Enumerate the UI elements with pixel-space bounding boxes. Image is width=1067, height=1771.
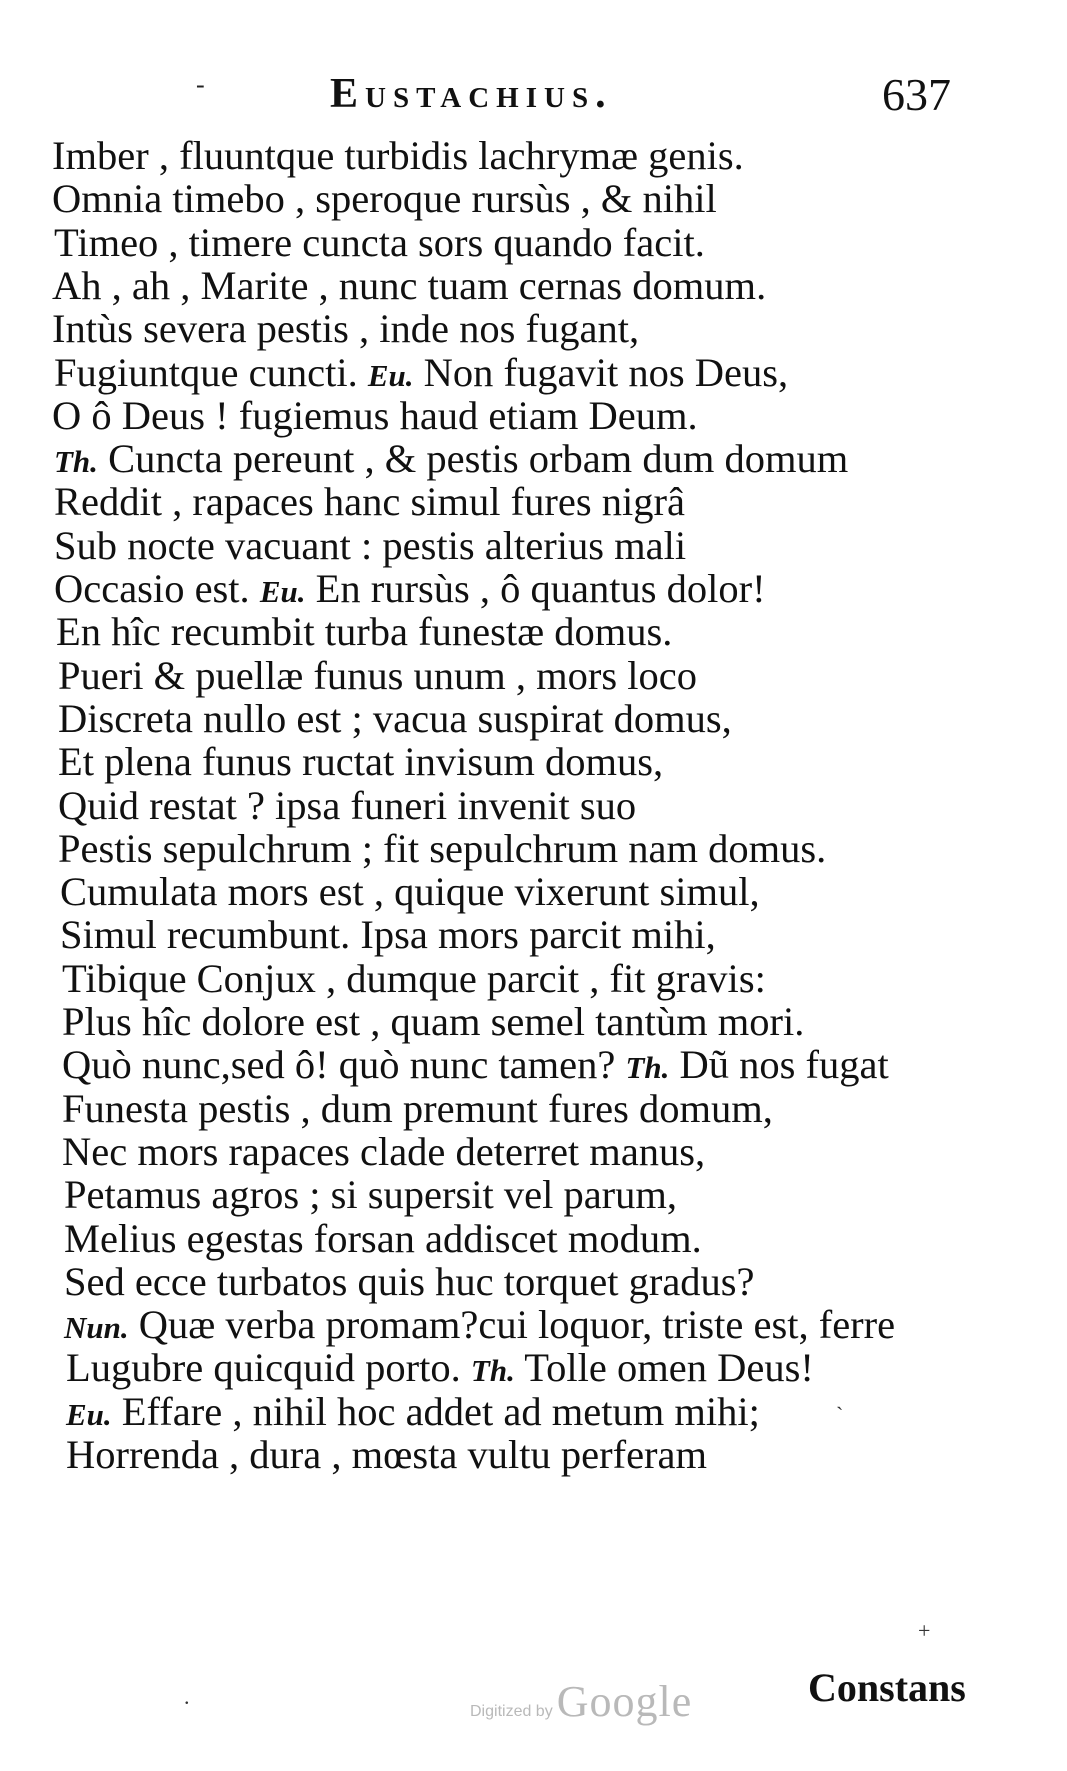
page-header [0, 62, 1067, 122]
verse-line [60, 911, 716, 959]
verse-line [62, 1085, 773, 1133]
verse-line [66, 1388, 760, 1436]
speaker-label: Th. [625, 1050, 670, 1086]
ink-speck: ` [836, 1402, 844, 1427]
speaker-label: Nun. [64, 1310, 129, 1346]
ink-speck: + [918, 1618, 931, 1643]
verse-text-segment: O ô Deus ! fugiemus haud etiam Deum. [52, 392, 698, 438]
verse-line [54, 219, 705, 267]
verse-line [64, 1215, 702, 1263]
verse-line [58, 825, 826, 873]
verse-text-segment: Intùs severa pestis , inde nos fugant, [52, 306, 640, 352]
verse-line [52, 262, 766, 310]
verse-text-segment: Non fugavit nos Deus, [423, 349, 789, 395]
verse-line [54, 565, 766, 613]
verse-line [66, 1431, 707, 1479]
verse-line [66, 1344, 814, 1392]
verse-text-segment: Occasio est. [54, 566, 250, 611]
verse-text-segment: Nec mors rapaces clade deterret manus, [62, 1128, 706, 1174]
verse-text-segment: Quid restat ? ipsa funeri invenit suo [58, 782, 637, 828]
verse-text-segment: En rursùs , ô quantus dolor! [315, 566, 766, 611]
verse-line [58, 738, 663, 786]
speaker-label: Eu. [367, 357, 414, 393]
verse-text-segment: Et plena funus ructat invisum domus, [58, 739, 664, 785]
verse-text-segment: Melius egestas forsan addiscet modum. [64, 1215, 702, 1261]
verse-text-segment: Plus hîc dolore est , quam semel tantùm mori. [62, 999, 805, 1044]
speaker-label: Eu. [66, 1396, 112, 1432]
speaker-label: Eu. [259, 574, 306, 609]
watermark-small-text: Digitized by [470, 1703, 553, 1720]
verse-text-segment: Tolle omen Deus! [524, 1345, 814, 1391]
ink-speck: . [184, 1684, 190, 1709]
verse-text-segment: Timeo , timere cuncta sors quando facit. [54, 219, 705, 265]
running-title: Eustachius. [330, 71, 613, 117]
google-logo: Google [556, 1677, 693, 1726]
verse-text-segment: Effare , nihil hoc addet ad metum mihi; [121, 1388, 760, 1434]
verse-line [52, 392, 698, 440]
verse-line [54, 522, 686, 570]
verse-text-segment: Horrenda , dura , mœsta vultu perferam [66, 1432, 708, 1477]
verse-text-segment: Sed ecce turbatos quis huc torquet gradus? [64, 1258, 755, 1304]
verse-text-segment: Discreta nullo est ; vacua suspirat domus, [58, 695, 732, 741]
verse-text-segment: Reddit , rapaces hanc simul fures nigrâ [54, 479, 685, 525]
verse-line [52, 175, 717, 223]
verse-line [64, 1171, 677, 1219]
verse-line [54, 435, 848, 483]
verse-text-segment: Imber , fluuntque turbidis lachrymæ genis. [52, 133, 744, 178]
verse-text-segment: Sub nocte vacuant : pestis alterius mali [54, 522, 687, 568]
verse-line [58, 782, 636, 830]
verse-text-segment: Petamus agros ; si supersit vel parum, [64, 1172, 678, 1218]
verse-text-segment: Cuncta pereunt , & pestis orbam dum domum [108, 436, 849, 482]
verse-line [56, 608, 672, 656]
header-mark: - [196, 70, 205, 99]
verse-line [54, 478, 685, 526]
verse-line [52, 305, 639, 353]
verse-line [52, 132, 744, 180]
verse-text-segment: Cumulata mors est , quique vixerunt simul, [60, 869, 760, 915]
verse-text-segment: Tibique Conjux , dumque parcit , fit gravis: [62, 955, 766, 1001]
verse-line [58, 695, 732, 743]
verse-line [54, 349, 788, 397]
verse-line [58, 652, 697, 700]
verse-text-segment: Pueri & puellæ funus unum , mors loco [58, 652, 697, 698]
speaker-label: Th. [54, 444, 98, 480]
verse-text-segment: Pestis sepulchrum ; fit sepulchrum nam domus. [58, 825, 827, 871]
speaker-label: Th. [470, 1353, 515, 1389]
verse-line [60, 868, 760, 916]
verse-text-segment: Quæ verba promam?cui loquor, triste est, ferre [138, 1302, 896, 1348]
verse-line [62, 998, 804, 1046]
verse-text-segment: Omnia timebo , speroque rursùs , & nihil [52, 176, 717, 222]
verse-text-segment: Funesta pestis , dum premunt fures domum, [62, 1085, 773, 1131]
verse-text-segment: En hîc recumbit turba funestæ domus. [56, 609, 673, 655]
verse-line [64, 1258, 755, 1306]
verse-line [62, 1041, 889, 1089]
verse-text-segment: Fugiuntque cuncti. [54, 349, 358, 395]
page-number: 637 [882, 69, 951, 120]
verse-text-segment: Dũ nos fugat [679, 1042, 889, 1088]
verse-line [62, 1128, 705, 1176]
verse-text-segment: Lugubre quicquid porto. [66, 1345, 461, 1391]
verse-text-segment: Simul recumbunt. Ipsa mors parcit mihi, [60, 912, 716, 958]
catchword: Constans [808, 1665, 966, 1710]
verse-text-segment: Ah , ah , Marite , nunc tuam cernas domum. [52, 262, 767, 308]
verse-line [62, 955, 766, 1003]
digitized-watermark [470, 1676, 692, 1727]
verse-text-segment: Quò nunc,sed ô! quò nunc tamen? [62, 1042, 616, 1088]
verse-line [64, 1301, 895, 1349]
